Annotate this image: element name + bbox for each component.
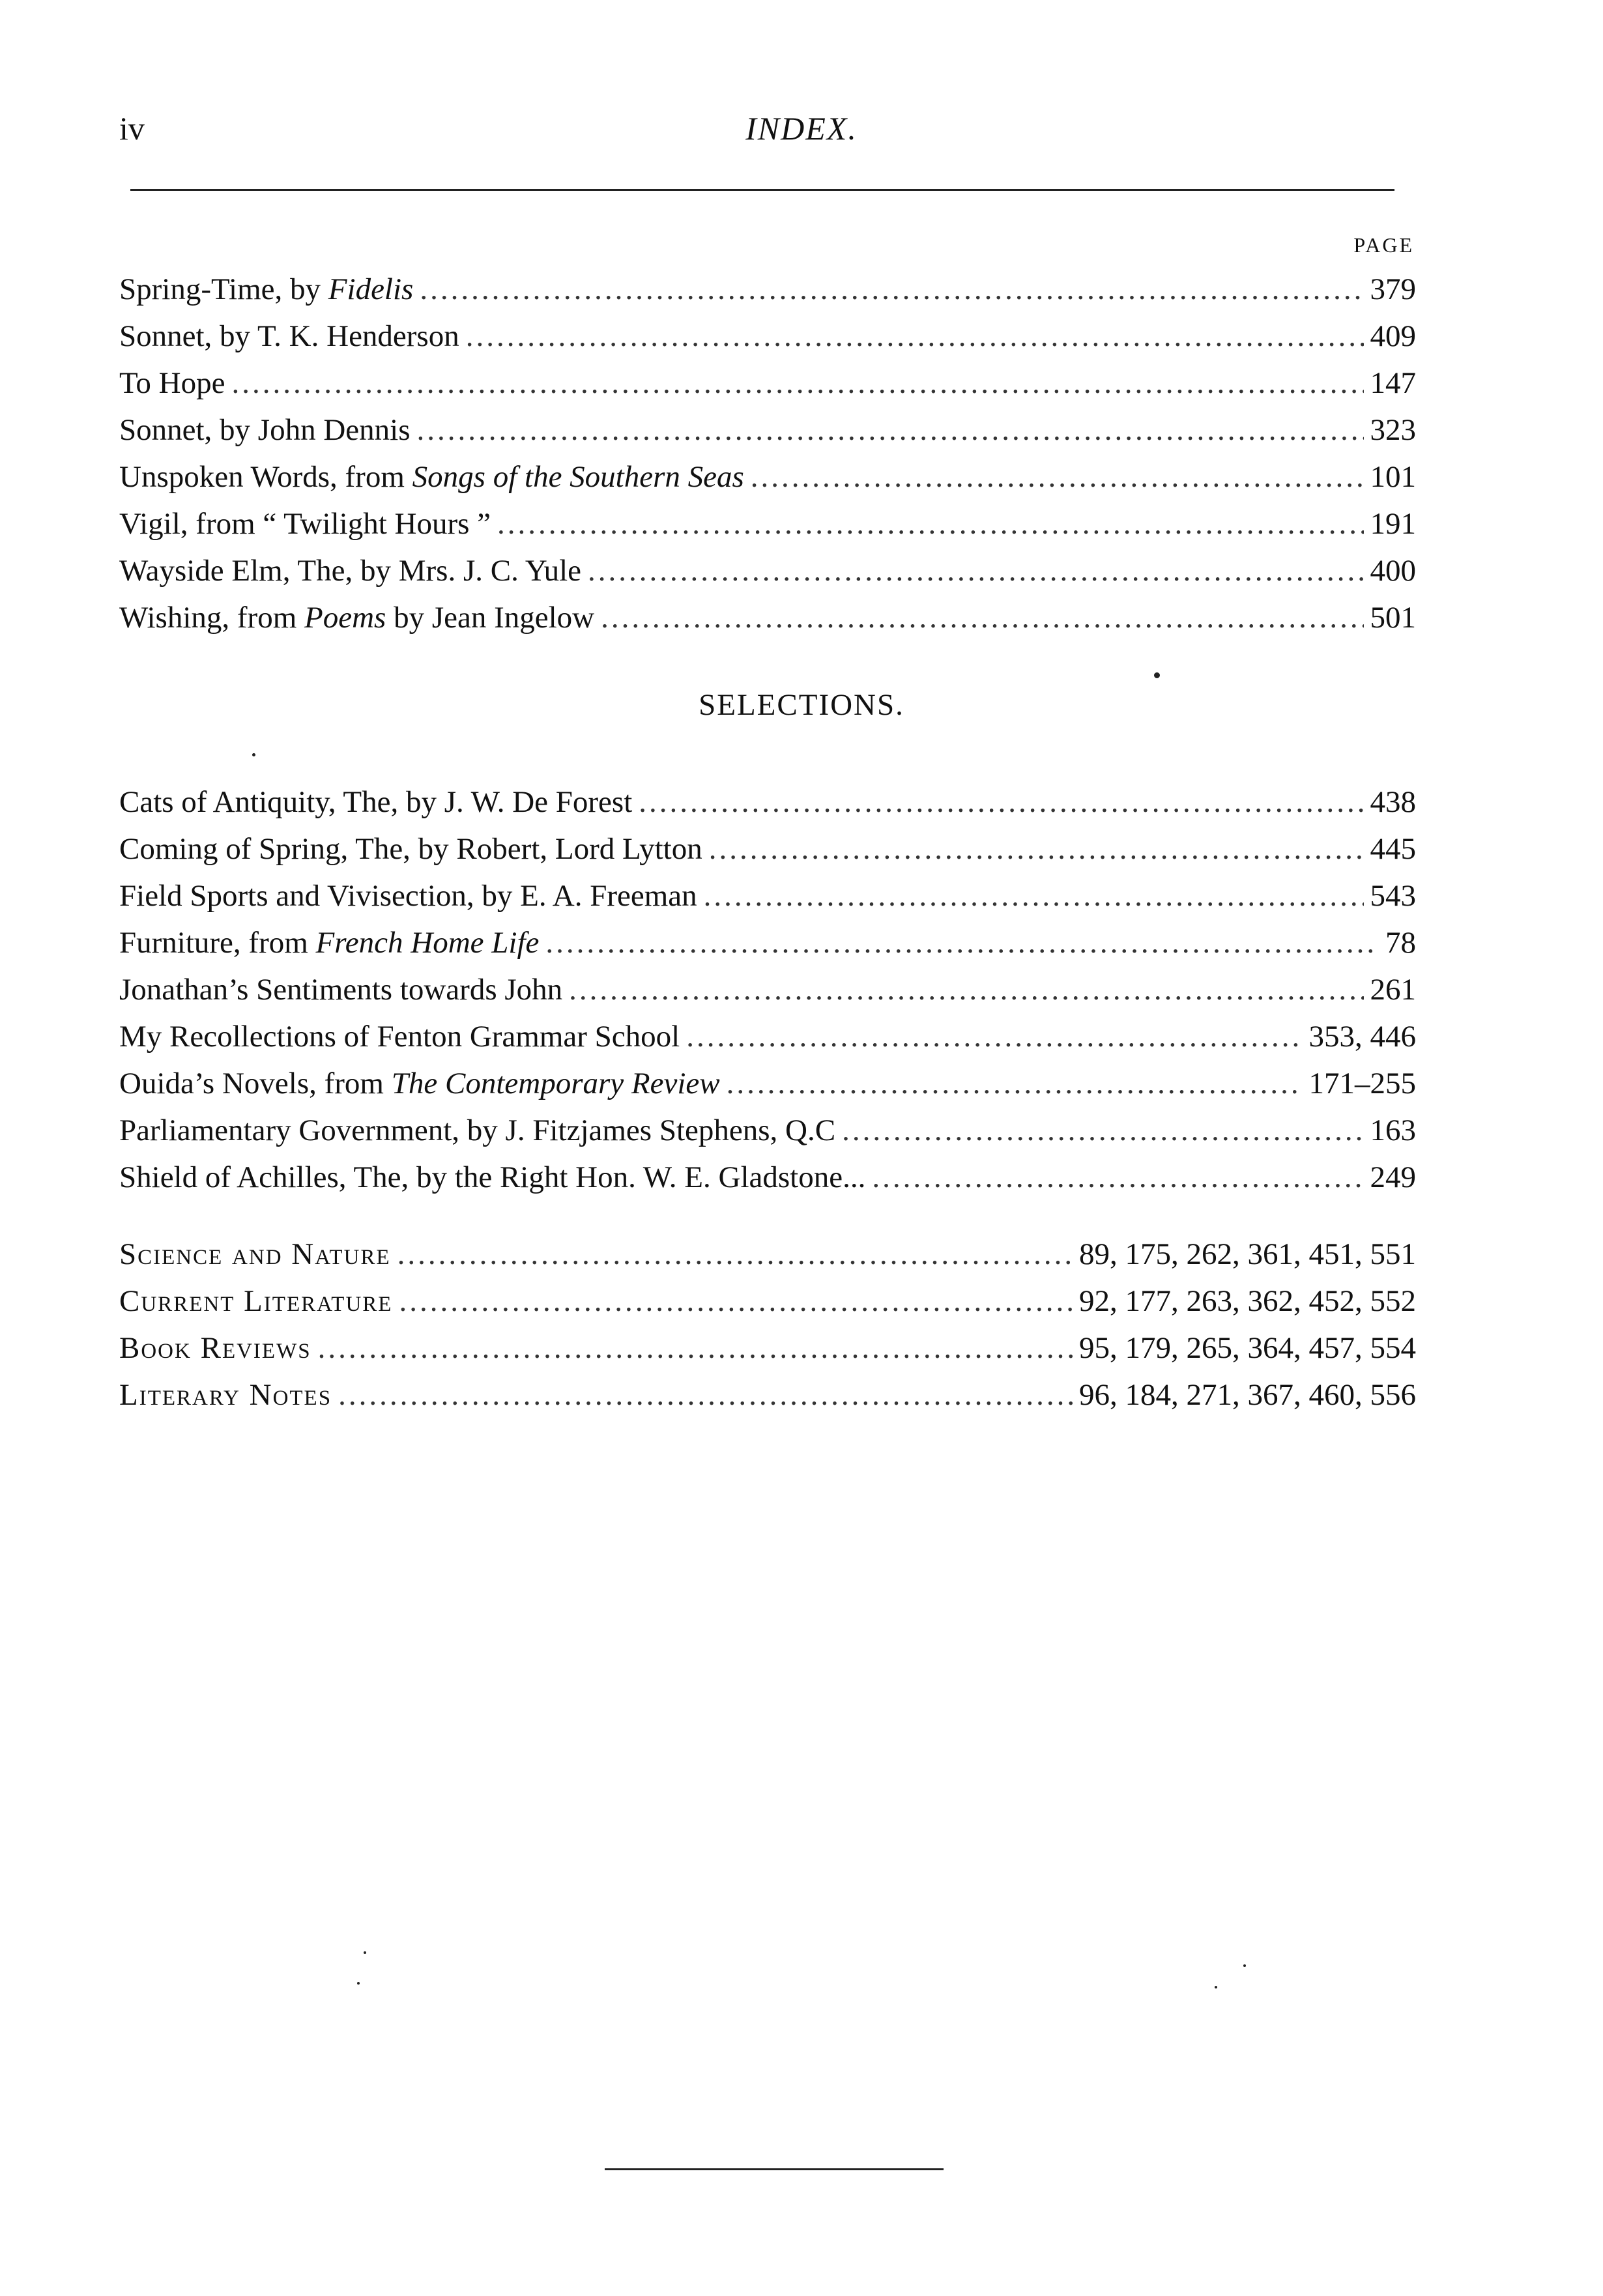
entry-title-text: Furniture, from <box>119 926 316 960</box>
entry-pages: 249 <box>1370 1160 1416 1194</box>
entry-title <box>119 1154 865 1201</box>
dot-leader <box>466 313 1364 360</box>
dot-leader <box>639 779 1363 825</box>
entry-title <box>119 360 225 407</box>
entry-title-text: Coming of Spring, The, by Robert, Lord Lytton <box>119 832 702 866</box>
dot-leader <box>686 1013 1302 1060</box>
dot-leader <box>318 1325 1073 1371</box>
entry-pages: 543 <box>1370 879 1416 913</box>
entry-pages: 78 <box>1385 926 1416 960</box>
index-entry <box>119 1060 1416 1107</box>
dot-leader <box>727 1060 1303 1107</box>
entry-title-italic: The Contemporary Review <box>391 1067 720 1100</box>
print-speck <box>1154 672 1160 678</box>
entry-title <box>119 825 702 872</box>
entry-title <box>119 1013 680 1060</box>
entry-title-text: Shield of Achilles, The, by the Right Hon. W. E. Gladstone... <box>119 1160 866 1194</box>
index-entry <box>119 313 1416 360</box>
dot-leader <box>709 825 1364 872</box>
entry-title-text: Book Reviews <box>119 1331 311 1365</box>
entry-title <box>119 1107 835 1154</box>
entry-pages: 163 <box>1370 1113 1416 1147</box>
entry-title <box>119 872 697 919</box>
entry-title <box>119 1278 392 1325</box>
running-head: INDEX. <box>745 110 858 147</box>
entry-title-text: Cats of Antiquity, The, by J. W. De Forest <box>119 785 633 819</box>
entry-title <box>119 266 413 313</box>
entry-pages: 438 <box>1370 785 1416 819</box>
entry-title <box>119 547 581 594</box>
entry-pages: 95, 179, 265, 364, 457, 554 <box>1079 1331 1416 1365</box>
dot-leader <box>497 500 1363 547</box>
entry-title-text: My Recollections of Fenton Grammar School <box>119 1020 680 1054</box>
dot-leader <box>397 1231 1073 1278</box>
index-entry <box>119 1107 1416 1154</box>
index-entry <box>119 1371 1416 1418</box>
index-entry <box>119 360 1416 407</box>
entry-pages: 261 <box>1370 973 1416 1007</box>
index-entry <box>119 1278 1416 1325</box>
index-entry <box>119 966 1416 1013</box>
entry-title <box>119 966 562 1013</box>
entry-title-rest: by Jean Ingelow <box>386 601 595 635</box>
entry-title-text: Unspoken Words, from <box>119 460 412 494</box>
entry-title <box>119 594 594 641</box>
entry-pages: 379 <box>1370 272 1416 306</box>
index-entry <box>119 1013 1416 1060</box>
entry-pages: 445 <box>1370 832 1416 866</box>
selections-list <box>119 779 1416 1201</box>
entry-title-text: Wishing, from <box>119 601 304 635</box>
entry-title <box>119 500 491 547</box>
index-entry <box>119 500 1416 547</box>
entry-title-text: Sonnet, by John Dennis <box>119 413 411 447</box>
entry-title-text: Wayside Elm, The, by Mrs. J. C. Yule <box>119 554 581 588</box>
dot-leader <box>842 1107 1363 1154</box>
page-number: iv <box>119 110 145 147</box>
dot-leader <box>872 1154 1363 1201</box>
entry-title-text: Field Sports and Vivisection, by E. A. Freeman <box>119 879 697 913</box>
entry-title-italic: Poems <box>304 601 386 635</box>
index-entry <box>119 407 1416 453</box>
entry-title-text: Jonathan’s Sentiments towards John <box>119 973 563 1007</box>
entry-title-text: Vigil, from “ Twilight Hours ” <box>119 507 491 541</box>
entry-pages: 92, 177, 263, 362, 452, 552 <box>1079 1284 1416 1318</box>
entry-title-text: Spring-Time, by <box>119 272 328 306</box>
entry-pages: 501 <box>1370 601 1416 635</box>
index-entry <box>119 453 1416 500</box>
page-column-label: PAGE <box>1353 233 1414 257</box>
index-entry <box>119 872 1416 919</box>
entry-title-text: Parliamentary Government, by J. Fitzjames Stephens, Q.C <box>119 1113 836 1147</box>
print-speck <box>1215 1986 1217 1988</box>
entry-title-text: Science and Nature <box>119 1237 391 1271</box>
entry-title-italic: French Home Life <box>315 926 540 960</box>
entry-title <box>119 1060 720 1107</box>
entry-pages: 400 <box>1370 554 1416 588</box>
entry-pages: 323 <box>1370 413 1416 447</box>
entry-title <box>119 407 411 453</box>
entry-pages: 96, 184, 271, 367, 460, 556 <box>1079 1378 1416 1412</box>
dot-leader <box>399 1278 1073 1325</box>
dot-leader <box>338 1371 1073 1418</box>
dot-leader <box>569 966 1363 1013</box>
index-entry <box>119 266 1416 313</box>
print-speck <box>252 753 255 756</box>
entry-pages: 89, 175, 262, 361, 451, 551 <box>1079 1237 1416 1271</box>
index-entry <box>119 779 1416 825</box>
entry-pages: 353, 446 <box>1308 1020 1416 1054</box>
print-speck <box>357 1982 360 1985</box>
header-rule <box>130 189 1394 191</box>
entry-title-italic: Fidelis <box>328 272 414 306</box>
entry-title <box>119 453 744 500</box>
departments-list <box>119 1231 1416 1418</box>
entry-pages: 101 <box>1370 460 1416 494</box>
entry-title-text: To Hope <box>119 366 225 400</box>
entry-pages: 191 <box>1370 507 1416 541</box>
index-entry <box>119 1231 1416 1278</box>
index-entry <box>119 825 1416 872</box>
print-speck <box>364 1951 366 1954</box>
footer-rule <box>605 2168 944 2170</box>
index-entry <box>119 1325 1416 1371</box>
entry-title-text: Sonnet, by T. K. Henderson <box>119 319 459 353</box>
index-entry <box>119 594 1416 641</box>
dot-leader <box>704 872 1364 919</box>
dot-leader <box>545 919 1379 966</box>
dot-leader <box>751 453 1364 500</box>
dot-leader <box>588 547 1364 594</box>
entry-pages: 409 <box>1370 319 1416 353</box>
entry-title-text: Current Literature <box>119 1284 393 1318</box>
entry-title-text: Ouida’s Novels, from <box>119 1067 392 1100</box>
entry-title <box>119 313 459 360</box>
entry-title <box>119 1231 391 1278</box>
entry-title <box>119 919 539 966</box>
entry-title-text: Literary Notes <box>119 1378 332 1412</box>
dot-leader <box>601 594 1363 641</box>
poems-list <box>119 266 1416 641</box>
entry-title <box>119 1371 332 1418</box>
entry-pages: 171–255 <box>1308 1067 1416 1100</box>
index-entry <box>119 919 1416 966</box>
dot-leader <box>420 266 1363 313</box>
dot-leader <box>231 360 1363 407</box>
print-speck <box>1243 1964 1246 1967</box>
dot-leader <box>417 407 1364 453</box>
entry-title-italic: Songs of the Southern Seas <box>412 460 744 494</box>
entry-pages: 147 <box>1370 366 1416 400</box>
entry-title <box>119 1325 311 1371</box>
index-entry <box>119 547 1416 594</box>
entry-title <box>119 779 632 825</box>
index-entry <box>119 1154 1416 1201</box>
selections-heading: SELECTIONS. <box>699 688 904 722</box>
